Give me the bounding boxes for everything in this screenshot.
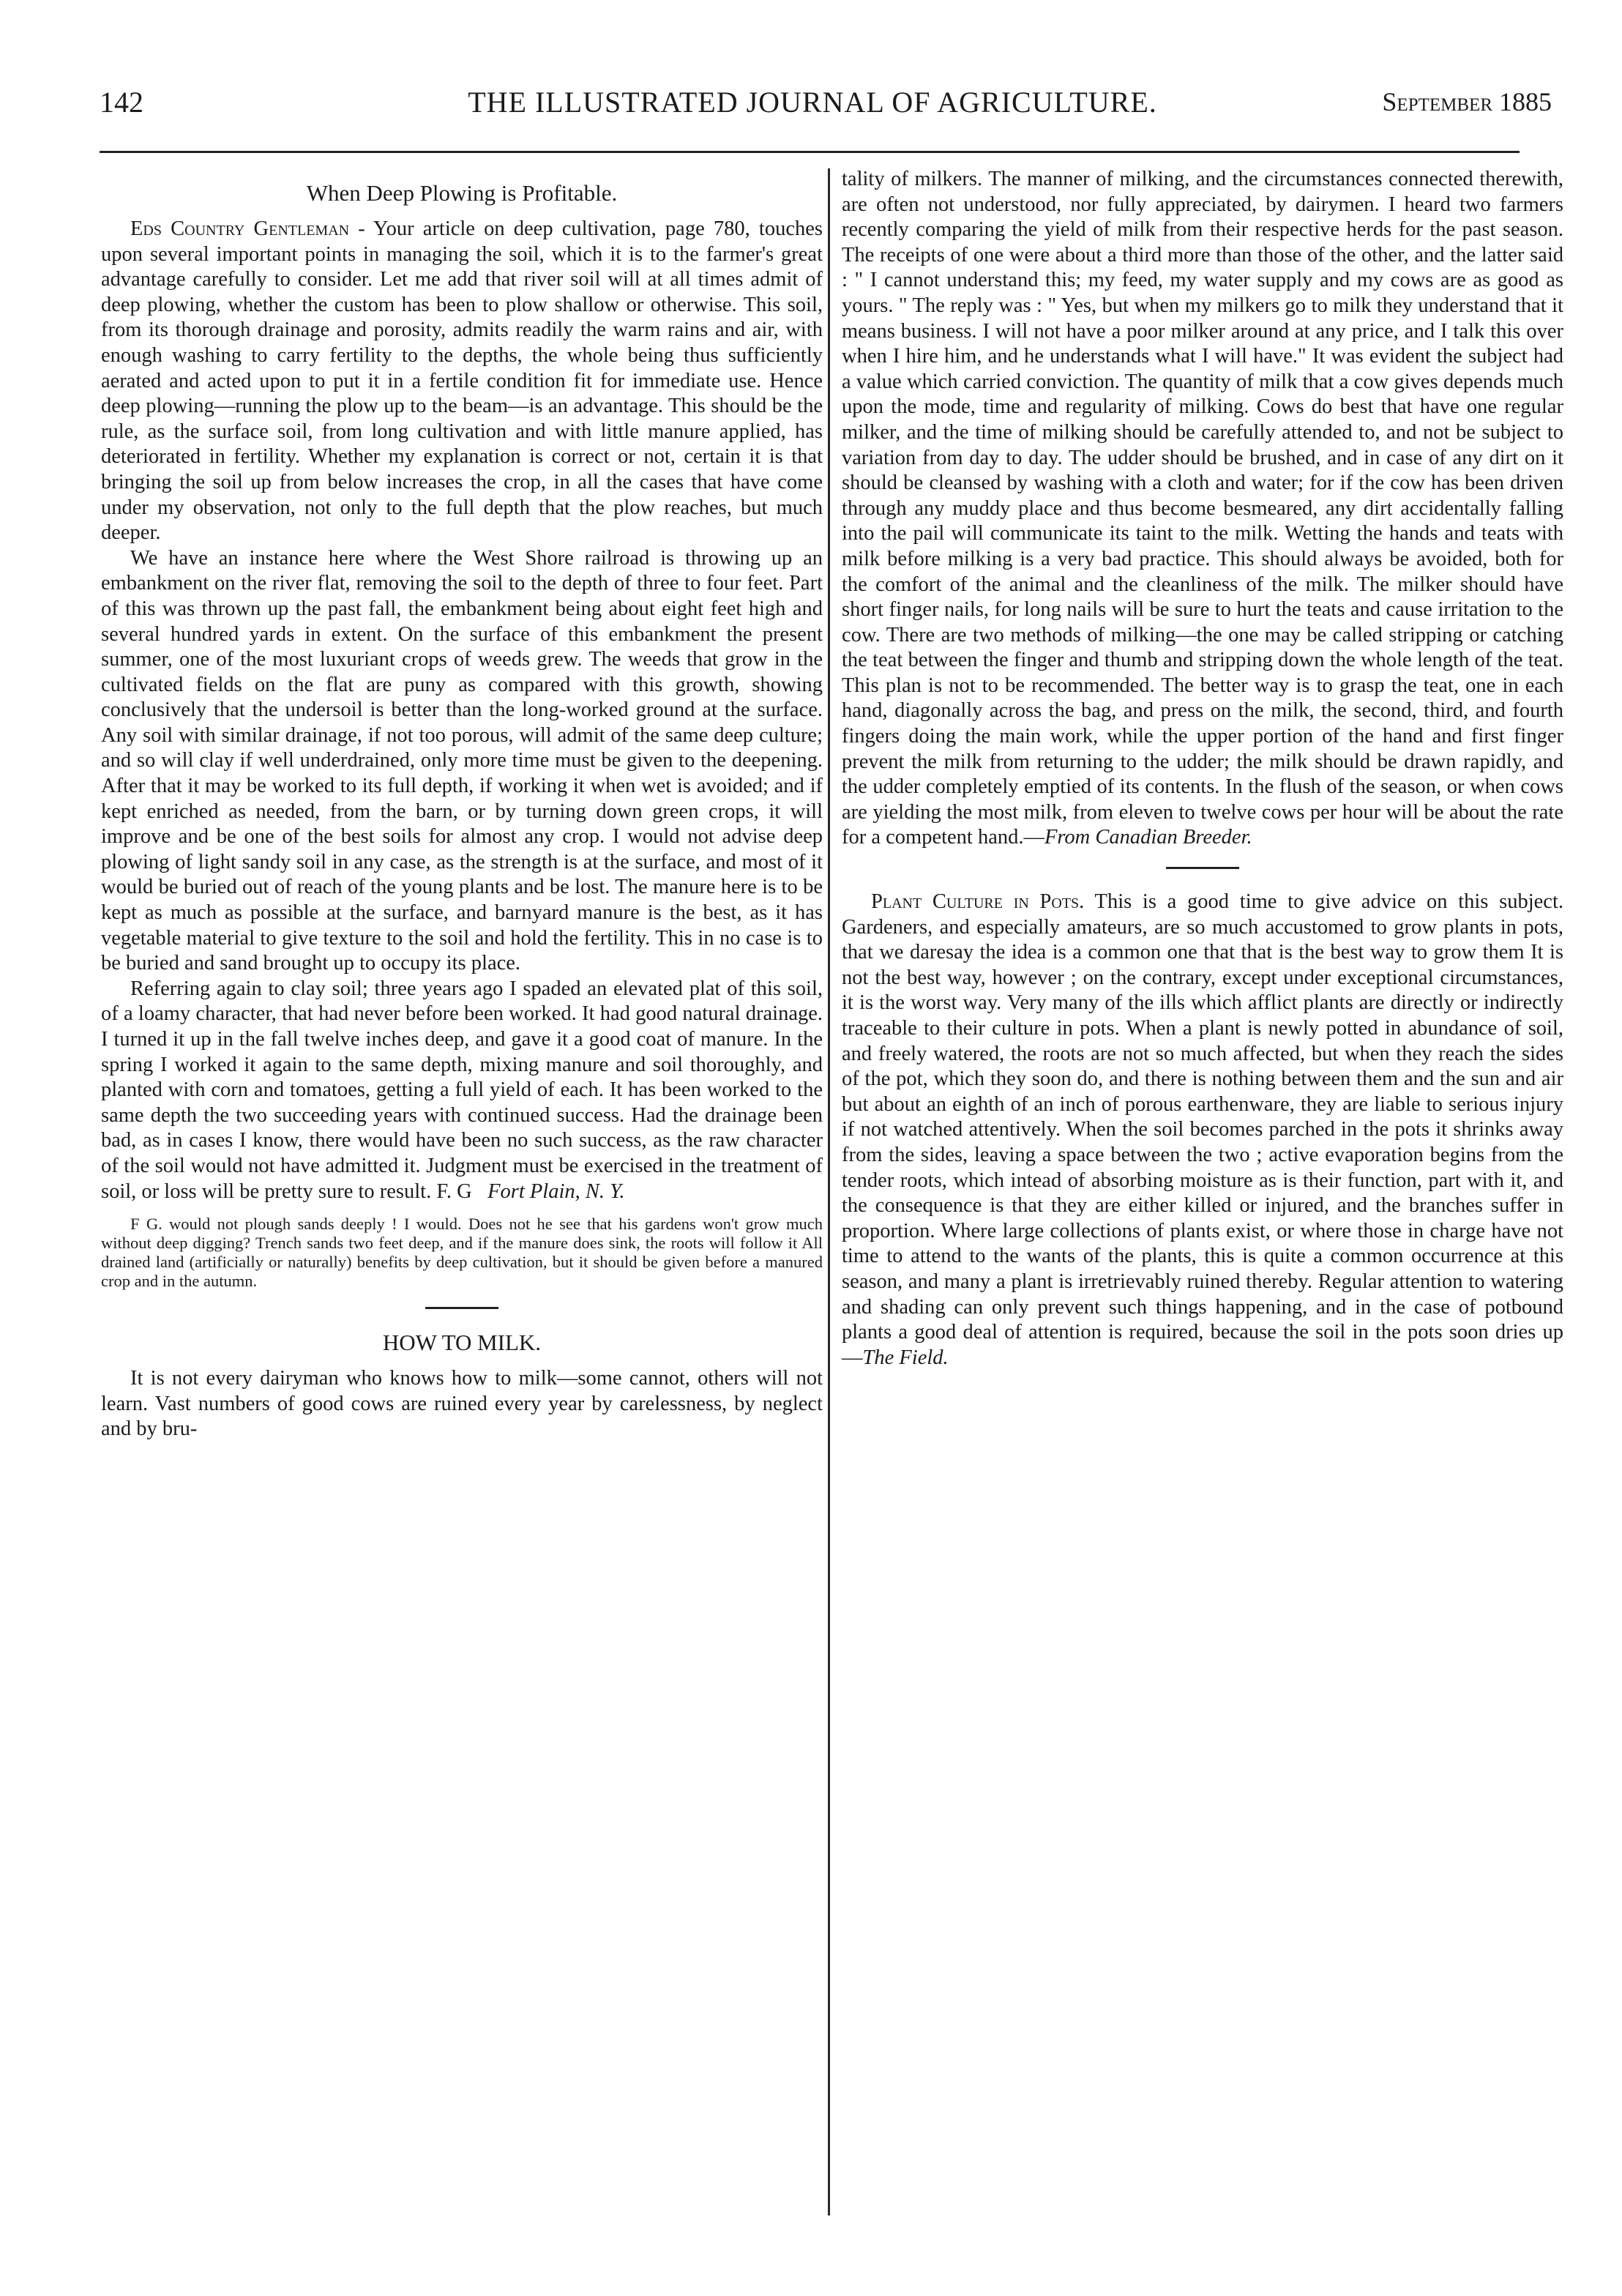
article-paragraph bbox=[842, 167, 1563, 851]
signature-place: Fort Plain, N. Y. bbox=[487, 1179, 625, 1203]
page-header bbox=[73, 79, 1552, 123]
salutation: Eds Country Gentleman bbox=[130, 217, 350, 240]
left-column bbox=[101, 167, 823, 1442]
journal-title: THE ILLUSTRATED JOURNAL OF AGRICULTURE. bbox=[468, 86, 1157, 119]
editor-note: F G. would not plough sands deeply ! I would. Does not he see that his gardens won't grow much without deep digging? Trench sands two feet deep, and if the manure does sink, the roots will follow it All drained land (artificially or naturally) benefits by deep cultivation, but it should be given before a manured crop and in the autumn. bbox=[101, 1215, 823, 1291]
article-paragraph bbox=[101, 217, 823, 546]
page-number: 142 bbox=[100, 86, 143, 119]
header-rule bbox=[100, 151, 1520, 153]
section-separator bbox=[1166, 867, 1239, 869]
paragraph-text: - Your article on deep cultivation, page 780, touches upon several important points in managing the soil, which it is to the farmer's great advantage carefully to consider. Let me add that river soil will at all times admit of deep plowing, whether the custom has been to plow shallow or otherwise. This soil, from its thorough drainage and porosity, admits readily the warm rains and air, with enough washing to carry fertility to the depths, the whole being thus sufficiently aerated and acted upon to put it in a fertile condition fit for immediate use. Hence deep plowing—running the plow up to the beam—is an advantage. This should be the rule, as the surface soil, from long cultivation and with little manure applied, has deteriorated in fertility. Whether my explanation is correct or not, certain it is that bringing the soil up from below increases the crop, in all the cases that have come under my observation, not only to the full depth that the plow reaches, but much deeper. bbox=[101, 217, 823, 545]
column-divider bbox=[828, 168, 830, 2215]
article-paragraph bbox=[842, 890, 1563, 1371]
paragraph-text: Referring again to clay soil; three years ago I spaded an elevated plat of this soil, of a loamy character, that had never before been worked. It had good natural drainage. I turned it up in the fall twelve inches deep, and gave it a good coat of manure. In the spring I worked it again to the same depth, mixing manure and soil thoroughly, and planted with corn and tomatoes, getting a full yield of each. It has been worked to the same depth the two succeeding years with continued success. Had the drainage been bad, as in cases I know, there would have been no such success, as the raw character of the soil would not have admitted it. Judgment must be exercised in the treatment of soil, or loss will be pretty sure to result. bbox=[101, 977, 823, 1203]
right-column bbox=[842, 167, 1563, 1371]
article-credit: From Canadian Breeder. bbox=[1044, 826, 1252, 849]
issue-date: September 1885 bbox=[1382, 87, 1552, 116]
article-credit: The Field. bbox=[862, 1346, 949, 1369]
article-paragraph: It is not every dairyman who knows how to milk—some cannot, others will not learn. Vast numbers of good cows are ruined every year by carelessness, by neglect and by bru- bbox=[101, 1367, 823, 1441]
article-title-how-to-milk: HOW TO MILK. bbox=[382, 1330, 542, 1356]
paragraph-text: tality of milkers. The manner of milking, and the circumstances connected therewith, are often not understood, nor fully appreciated, by dairymen. I heard two farmers recently comparing the yield of milk from their respective herds for the past season. The receipts of one were about a third more than those of the other, and the latter said : " I cannot understand this; my feed, my water supply and my cows are as good as yours. " The reply was : " Yes, but when my milkers go to milk they understand that it means business. I will not have a poor milker around at any price, and I talk this over when I hire him, and he understands what I will have." It was evident the subject had a value which carried conviction. The quantity of milk that a cow gives depends much upon the mode, time and regularity of milking. Cows do best that have one regular milker, and the time of milking should be carefully attended to, and not be subject to variation from day to day. The udder should be brushed, and in case of any dirt on it should be cleansed by washing with a cloth and water; for if the cow has been driven through any muddy place and thus become besmeared, any dirt accidentally falling into the pail will communicate its taint to the milk. Wetting the hands and teats with milk before milking is a very bad practice. This should always be avoided, both for the comfort of the animal and the cleanliness of the milk. The milker should have short finger nails, for long nails will be sure to hurt the teats and cause irritation to the cow. There are two methods of milking—the one may be called stripping or catching the teat between the finger and thumb and stripping down the whole length of the teat. This plan is not to be recommended. The better way is to grasp the teat, one in each hand, diagonally across the bag, and press on the milk, the second, third, and fourth fingers doing the main work, while the upper portion of the hand and first finger prevent the milk from returning to the udder; the milk should be drawn rapidly, and the udder completely emptied of its contents. In the flush of the season, or when cows are yielding the most milk, from eleven to twelve cows per hour will be about the rate for a competent hand.— bbox=[842, 168, 1563, 849]
article-paragraph: We have an instance here where the West Shore railroad is throwing up an embankment on the river flat, removing the soil to the depth of three to four feet. Part of this was thrown up the past fall, the embankment being about eight feet high and several hundred yards in extent. On the surface of this embankment the present summer, one of the most luxuriant crops of weeds grew. The weeds that grow in the cultivated fields on the flat are puny as compared with this growth, showing conclusively that the undersoil is better than the long-worked ground at the surface. Any soil with similar drainage, if not too porous, will admit of the same deep culture; and so will clay if well underdrained, only more time must be given to the deepening. After that it may be worked to its full depth, if working it when wet is avoided; and if kept enriched as needed, from the barn, or by turning down green crops, it will improve and be one of the best soils for almost any crop. I would not advise deep plowing of light sandy soil in any case, as the strength is at the surface, and most of it would be buried out of reach of the young plants and be lost. The manure here is to be kept as much as possible at the surface, and barnyard manure is the best, as it has vegetable material to give texture to the soil and hold the fertility. This in no case is to be buried and sand brought up to occupy its place. bbox=[101, 546, 823, 975]
section-separator bbox=[425, 1307, 498, 1309]
article-title-deep-plowing: When Deep Plowing is Profitable. bbox=[306, 180, 618, 206]
signature: F. G bbox=[436, 1179, 472, 1203]
article-paragraph bbox=[101, 977, 823, 1204]
paragraph-text: This is a good time to give advice on this subject. Gardeners, and especially amateurs, are so much accustomed to grow plants in pots, that we daresay the idea is a common one that that is the best way to grow them It is not the best way, however ; on the contrary, except under exceptional circumstances, it is the worst way. Very many of the ills which afflict plants are directly or indirectly traceable to their culture in pots. When a plant is newly potted in abundance of soil, and freely watered, the roots are not so much affected, but when they reach the sides of the pot, which they soon do, and there is nothing between them and the sun and air but about an eighth of an inch of porous earthenware, they are liable to serious injury if not watched attentively. When the soil becomes parched in the pots it shrinks away from the sides, leaving a space between the two ; active evaporation begins from the tender roots, which intead of absorbing moisture as is their function, part with it, and the consequence is that they are either killed or injured, and the branches suffer in proportion. Where large collections of plants exist, or where those in charge have not time to attend to the wants of the plants, this is quite a common occurrence at this season, and many a plant is irretrievably ruined thereby. Regular attention to watering and shading can only prevent such things happening, and in the case of potbound plants a good deal of attention is required, because the soil in the pots soon dries up — bbox=[842, 890, 1563, 1369]
article-lead-plant-culture: Plant Culture in Pots. bbox=[871, 890, 1085, 914]
